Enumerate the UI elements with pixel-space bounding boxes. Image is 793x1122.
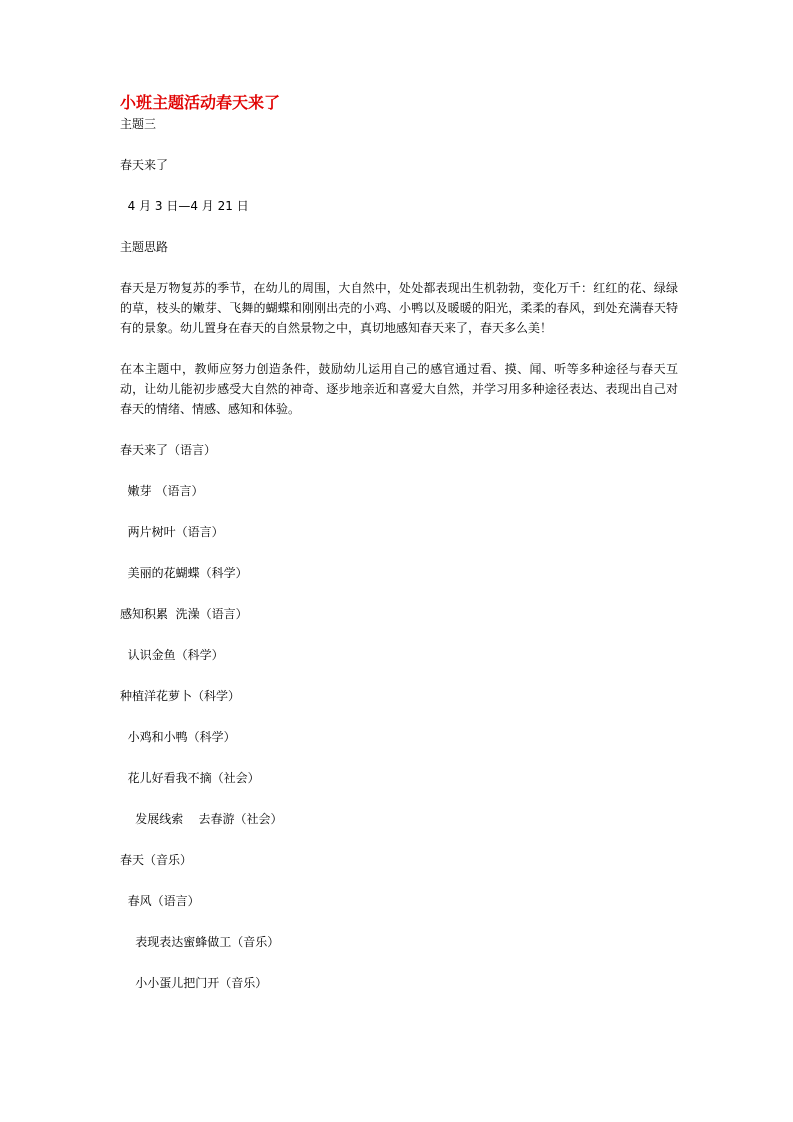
paragraph-intro: 春天是万物复苏的季节，在幼儿的周围，大自然中，处处都表现出生机勃勃，变化万千：红红的花、绿绿的草，枝头的嫩芽、飞舞的蝴蝶和刚刚出壳的小鸡、小鸭以及暖暖的阳光，柔柔的春风，到处充满春天特有的景象。幼儿置身在春天的自然景物之中，真切地感知春天来了，春天多么美！ [120,281,678,335]
outline-item: 春风（语言） [120,894,200,908]
outline-item: 认识金鱼（科学） [120,648,224,662]
outline-item: 两片树叶（语言） [120,525,224,539]
theme-name: 春天来了 [120,158,169,172]
section-heading: 主题思路 [120,240,169,254]
paragraph-goals: 在本主题中，教师应努力创造条件，鼓励幼儿运用自己的感官通过看、摸、闻、听等多种途径与春天互动，让幼儿能初步感受大自然的神奇、逐步地亲近和喜爱大自然，并学习用多种途径表达、表现出自己对春天的情绪、情感、感知和体验。 [120,362,678,416]
outline-item: 春天来了（语言） [120,443,217,457]
outline-item: 小鸡和小鸭（科学） [120,730,236,744]
outline-item: 嫩芽 （语言） [120,484,204,498]
outline-item: 春天（音乐） [120,853,193,867]
theme-dates: 4 月 3 日—4 月 21 日 [120,199,249,213]
outline-item: 感知积累 洗澡（语言） [120,607,248,621]
outline-item: 美丽的花蝴蝶（科学） [120,566,248,580]
document-title: 小班主题活动春天来了 [120,93,281,112]
outline-item: 种植洋花萝卜（科学） [120,689,241,703]
outline-item: 花儿好看我不摘（社会） [120,771,260,785]
outline-item: 发展线索 去春游（社会） [120,812,283,826]
outline-item: 表现表达蜜蜂做工（音乐） [120,935,280,949]
outline-item: 小小蛋儿把门开（音乐） [120,976,268,990]
theme-number: 主题三 [120,117,157,131]
document-page [120,92,680,993]
